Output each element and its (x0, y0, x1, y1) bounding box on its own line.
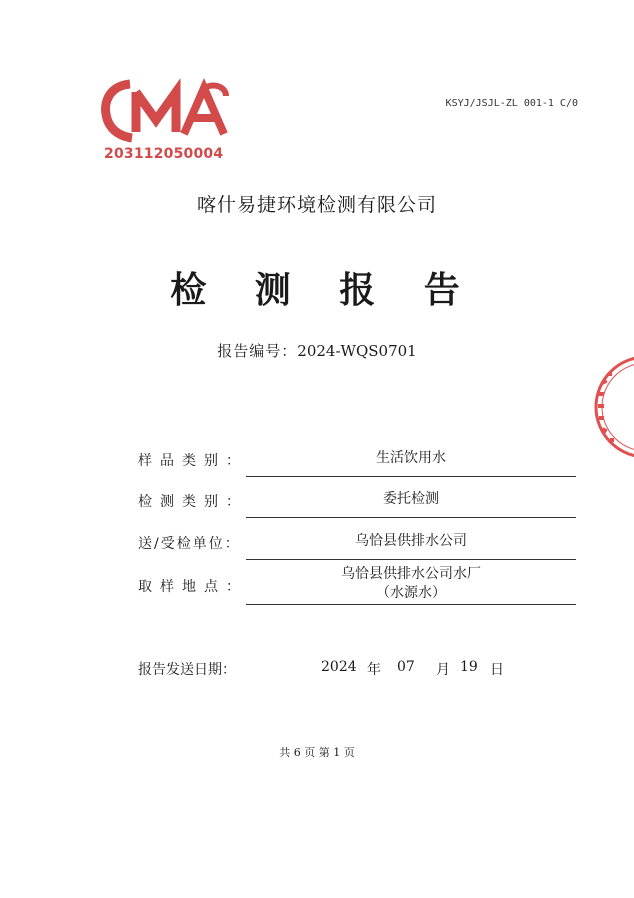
field-value-line2: （水源水） (376, 585, 446, 601)
year-char: 年 (367, 662, 381, 678)
underline (246, 604, 576, 605)
month-char: 月 (436, 662, 450, 678)
field-value: 生活饮用水 (376, 450, 446, 466)
page-count: 共 6 页 第 1 页 (279, 746, 355, 759)
field-label: 取样地点： (138, 579, 248, 595)
field-value: 乌恰县供排水公司 (355, 533, 467, 549)
day-char: 日 (490, 662, 504, 678)
field-label: 样品类别： (138, 453, 248, 469)
issue-day: 19 (460, 659, 478, 675)
issue-date-label: 报告发送日期： (138, 662, 236, 678)
red-seal-stamp (588, 352, 634, 462)
underline (246, 476, 576, 477)
field-label: 检测类别： (138, 494, 248, 510)
underline (246, 559, 576, 560)
report-title: 检 测 报 告 (170, 269, 478, 311)
report-number (0, 340, 634, 361)
underline (246, 517, 576, 518)
cma-certificate-code: 203112050004 (104, 146, 224, 162)
report-number-value: 2024-WQS0701 (297, 342, 417, 360)
report-number-label: 报告编号： (217, 342, 298, 360)
field-label: 送/受检单位： (138, 536, 241, 552)
company-name: 喀什易捷环境检测有限公司 (196, 194, 437, 216)
issue-year: 2024 (321, 659, 357, 675)
field-value: 乌恰县供排水公司水厂 (341, 566, 481, 582)
issue-month: 07 (397, 659, 415, 675)
field-value: 委托检测 (383, 491, 439, 507)
document-control-code: KSYJ/JSJL-ZL 001-1 C/0 (445, 98, 578, 109)
